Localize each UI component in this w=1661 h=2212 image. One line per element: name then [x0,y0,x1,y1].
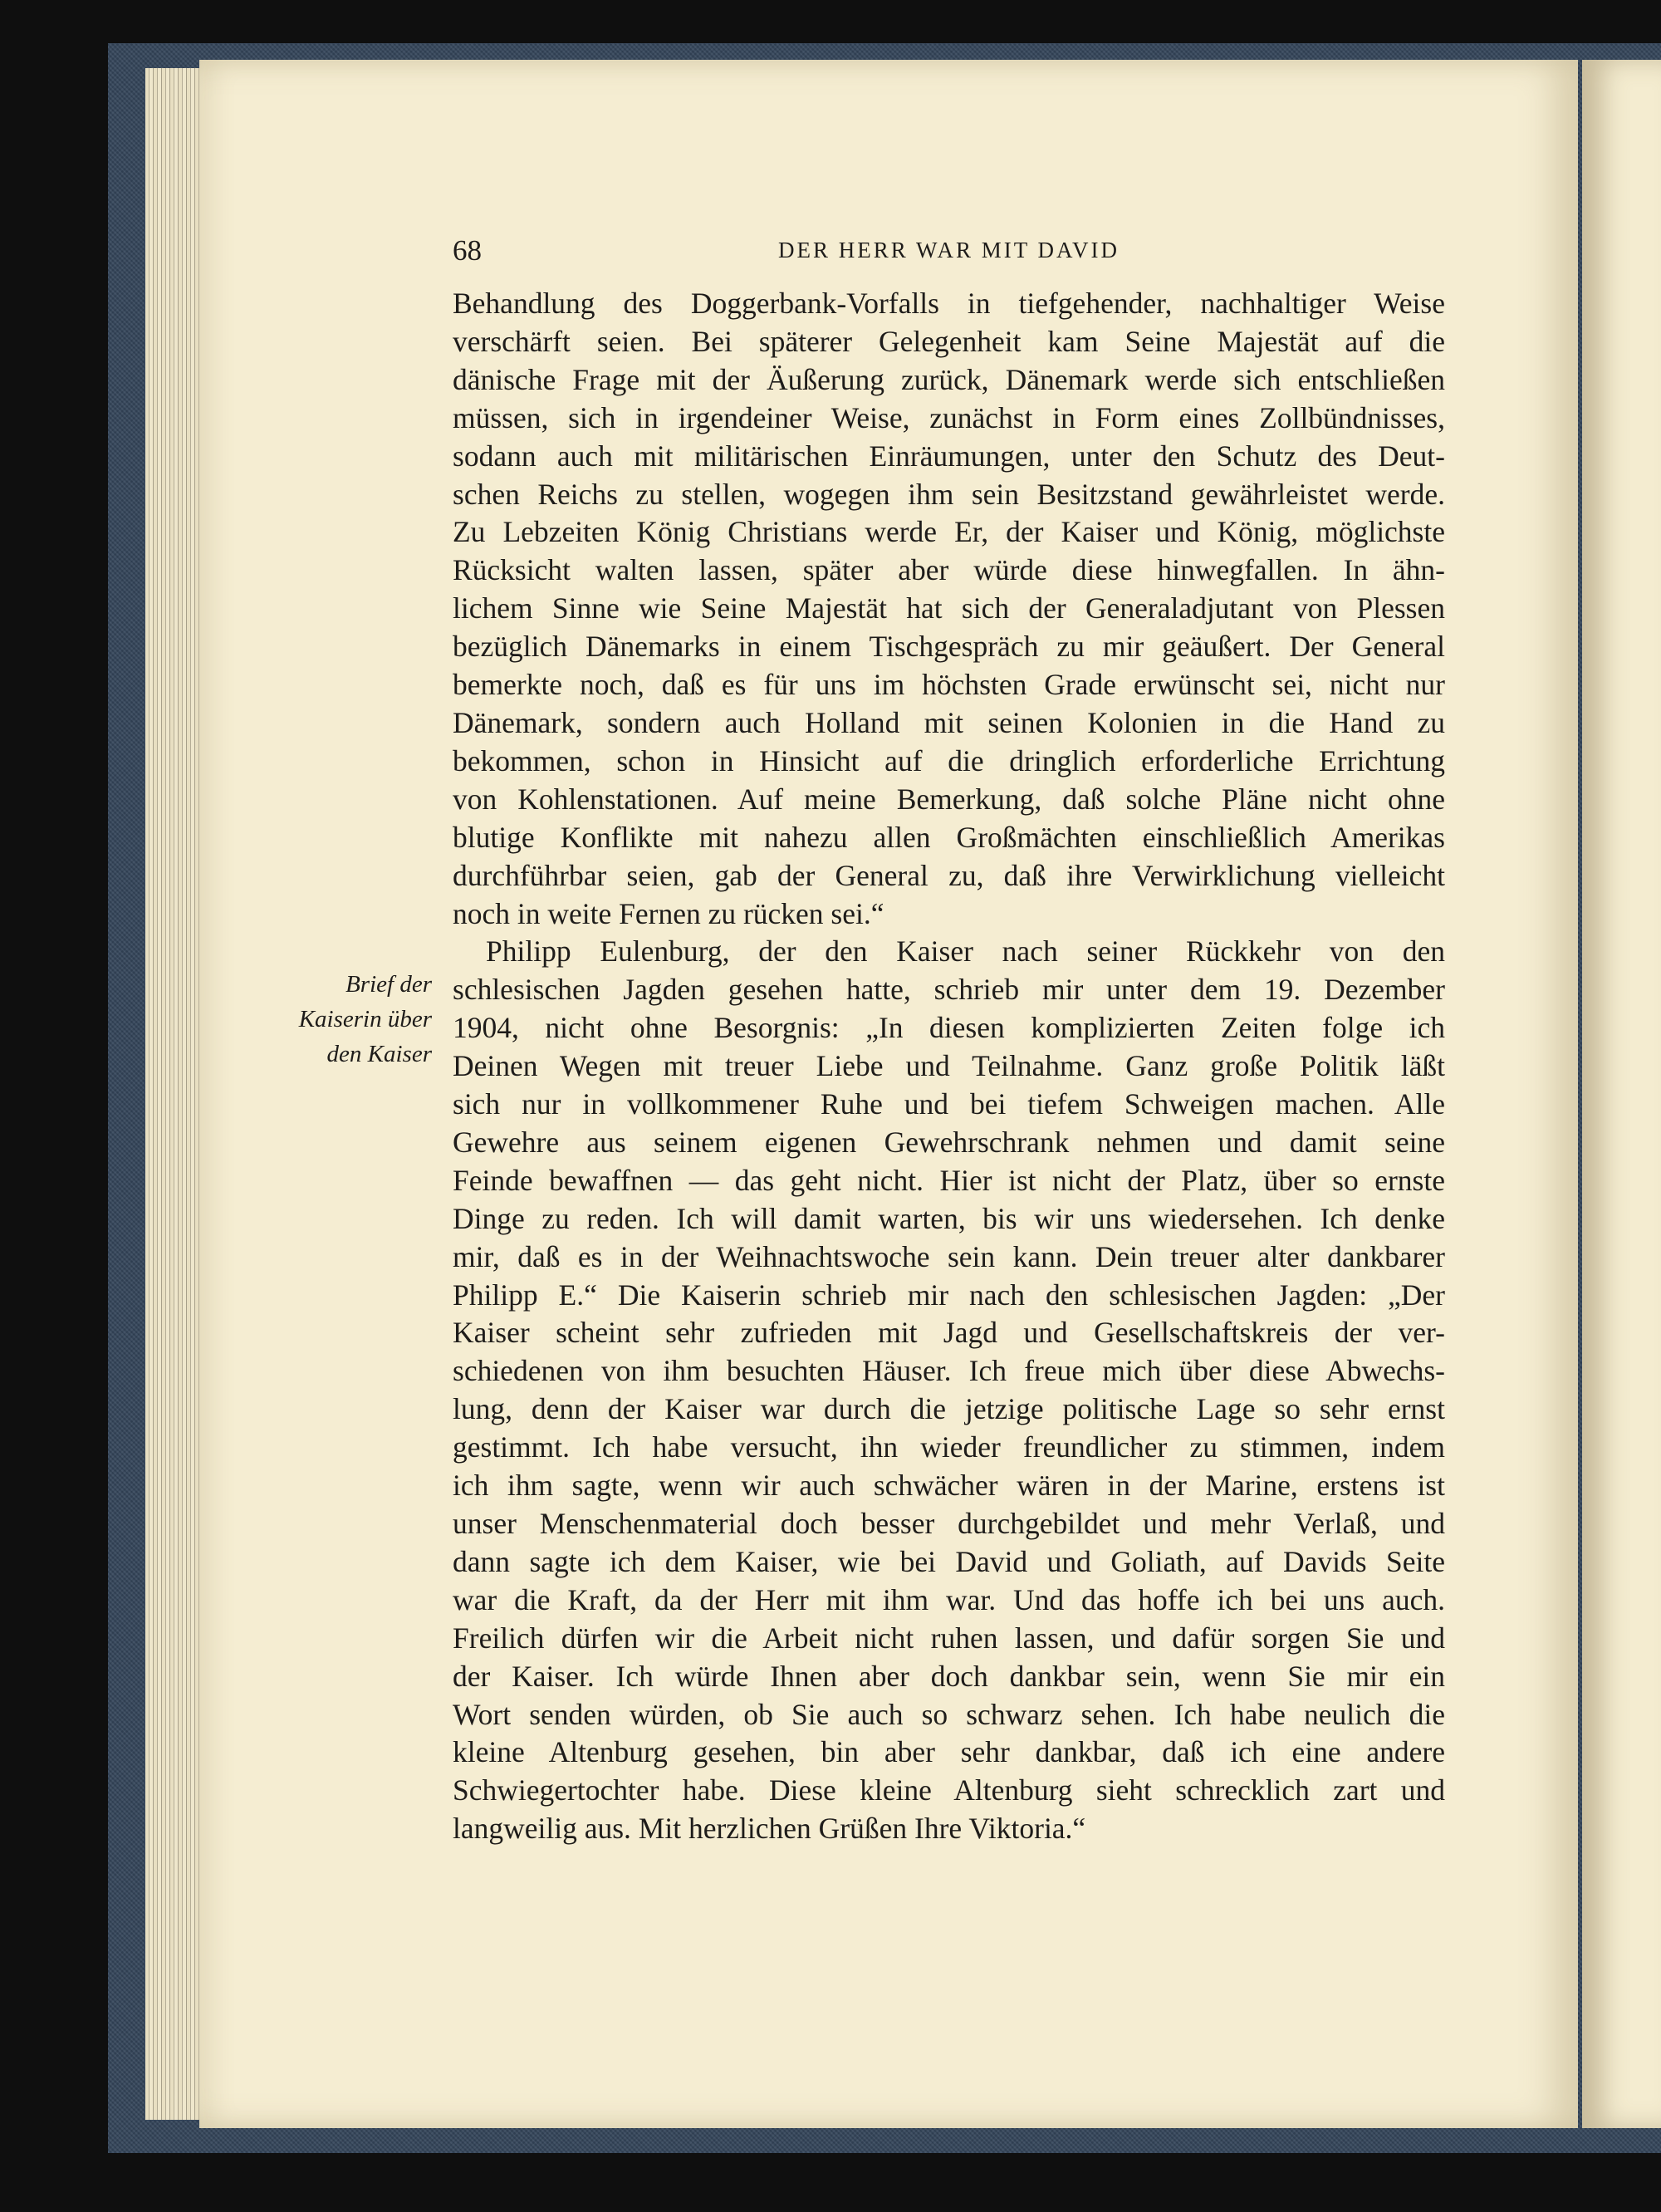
margin-note [241,967,432,1072]
text-line: blutige Konflikte mit nahezu allen Großmächten einschließlich Amerikas [453,820,1445,854]
text-line: müssen, sich in irgendeiner Weise, zunächst in Form eines Zollbündnisses, [453,400,1445,434]
text-line: Zu Lebzeiten König Christians werde Er, der Kaiser und König, möglichste [453,515,1445,549]
text-line: Freilich dürfen wir die Arbeit nicht ruhen lassen, und dafür sorgen Sie und [453,1621,1445,1655]
text-line: sodann auch mit militärischen Einräumungen, unter den Schutz des Deut- [453,439,1445,473]
text-line: mir, daß es in der Weihnachtswoche sein kann. Dein treuer alter dankbarer [453,1239,1445,1273]
text-line: 1904, nicht ohne Besorgnis: „In diesen komplizierten Zeiten folge ich [453,1011,1445,1045]
text-line: schen Reichs zu stellen, wogegen ihm sein Besitzstand gewährleistet werde. [453,477,1445,511]
text-line: lung, denn der Kaiser war durch die jetzige politische Lage so sehr ernst [453,1392,1445,1426]
text-line: schiedenen von ihm besuchten Häuser. Ich freue mich über diese Abwechs- [453,1354,1445,1388]
text-line: Feinde bewaffnen — das geht nicht. Hier ist nicht der Platz, über so ernste [453,1163,1445,1197]
text-line: Wort senden würden, ob Sie auch so schwarz sehen. Ich habe neulich die [453,1697,1445,1731]
text-line: schlesischen Jagden gesehen hatte, schrieb mir unter dem 19. Dezember [453,973,1445,1007]
text-line: durchführbar seien, gab der General zu, daß ihre Verwirklichung vielleicht [453,858,1445,892]
text-line: Deinen Wegen mit treuer Liebe und Teilnahme. Ganz große Politik läßt [453,1049,1445,1083]
text-line: lichem Sinne wie Seine Majestät hat sich der Generaladjutant von Plessen [453,591,1445,625]
text-line: dänische Frage mit der Äußerung zurück, Dänemark werde sich entschließen [453,362,1445,396]
text-line: sich nur in vollkommener Ruhe und bei tiefem Schweigen machen. Alle [453,1087,1445,1121]
text-line: Dinge zu reden. Ich will damit warten, bis wir uns wiedersehen. Ich denke [453,1201,1445,1235]
margin-note-line: den Kaiser [326,1041,432,1067]
text-line: verschärft seien. Bei späterer Gelegenheit kam Seine Majestät auf die [453,324,1445,358]
text-line: Behandlung des Doggerbank-Vorfalls in tiefgehender, nachhaltiger Weise [453,287,1445,320]
text-line: dann sagte ich dem Kaiser, wie bei David und Goliath, auf Davids Seite [453,1544,1445,1578]
text-line: Philipp Eulenburg, der den Kaiser nach seiner Rückkehr von den [486,934,1445,969]
text-line: noch in weite Fernen zu rücken sei.“ [453,896,884,930]
body-text [453,285,1445,1848]
margin-note-line: Kaiserin über [298,1006,432,1032]
text-line: kleine Altenburg gesehen, bin aber sehr dankbar, daß ich eine andere [453,1735,1445,1769]
text-line: unser Menschenmaterial doch besser durchgebildet und mehr Verlaß, und [453,1507,1445,1540]
text-line: der Kaiser. Ich würde Ihnen aber doch dankbar sein, wenn Sie mir ein [453,1659,1445,1693]
text-line: langweilig aus. Mit herzlichen Grüßen Ihre Viktoria.“ [453,1812,1086,1846]
text-line: Gewehre aus seinem eigenen Gewehrschrank nehmen und damit seine [453,1125,1445,1159]
text-line: gestimmt. Ich habe versucht, ihn wieder freundlicher zu stimmen, indem [453,1430,1445,1464]
text-line: Kaiser scheint sehr zufrieden mit Jagd und Gesellschaftskreis der ver- [453,1316,1445,1350]
text-line: bezüglich Dänemarks in einem Tischgespräch zu mir geäußert. Der General [453,630,1445,664]
facing-page-edge [1582,60,1661,2128]
text-line: war die Kraft, da der Herr mit ihm war. Und das hoffe ich bei uns auch. [453,1582,1445,1616]
text-line: Rücksicht walten lassen, später aber würde diese hinwegfallen. In ähn- [453,553,1445,587]
text-line: Dänemark, sondern auch Holland mit seinen Kolonien in die Hand zu [453,705,1445,739]
text-line: Philipp E.“ Die Kaiserin schrieb mir nach den schlesischen Jagden: „Der [453,1278,1445,1312]
text-line: von Kohlenstationen. Auf meine Bemerkung, daß solche Pläne nicht ohne [453,782,1445,816]
page-number: 68 [453,234,482,267]
margin-note-line: Brief der [345,971,432,998]
text-line: Schwiegertochter habe. Diese kleine Altenburg sieht schrecklich zart und [453,1773,1445,1807]
page-header [453,234,1445,276]
text-line: bemerkte noch, daß es für uns im höchsten Grade erwünscht sei, nicht nur [453,668,1445,702]
text-line: ich ihm sagte, wenn wir auch schwächer wären in der Marine, erstens ist [453,1469,1445,1503]
running-head: DER HERR WAR MIT DAVID [777,238,1120,262]
text-line: bekommen, schon in Hinsicht auf die dringlich erforderliche Errichtung [453,743,1445,777]
